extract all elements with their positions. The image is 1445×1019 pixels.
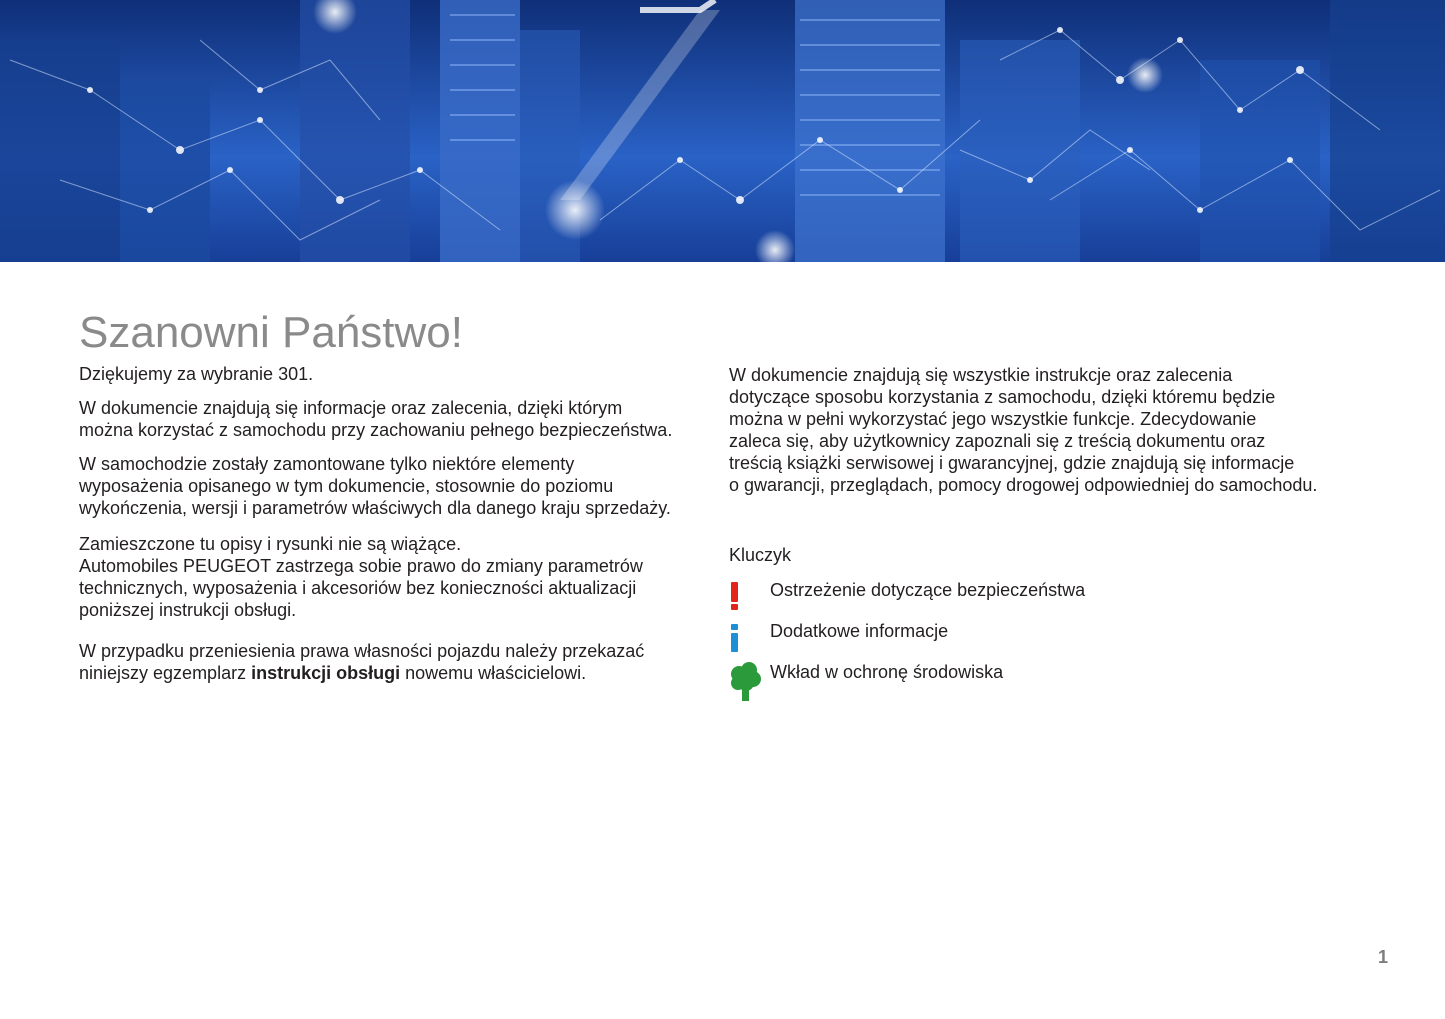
key-item-label: Wkład w ochronę środowiska xyxy=(770,662,1004,682)
intro-thanks: Dziękujemy za wybranie 301. xyxy=(79,364,314,384)
page-title: Szanowni Państwo! xyxy=(79,308,463,357)
tree-icon xyxy=(729,661,763,701)
city-network-illustration xyxy=(0,0,1445,262)
equipment-paragraph: W samochodzie zostały zamontowane tylko niektóre elementy wyposażenia opisanego w tym dokumencie, stosownie do poziomu wykończenia, wersji i parametrów właściwych dla danego kraju sprzedaży. xyxy=(79,454,671,518)
document-contents-paragraph: W dokumencie znajdują się wszystkie instrukcje oraz zalecenia dotyczące sposobu korzystania z samochodu, dzięki któremu będzie można w pełni wykorzystać jego wszystkie funkcje. Zdecydowanie zaleca się, aby użytkownicy zapoznali się z treścią dokumentu oraz treścią książki serwisowej i gwarancyjnej, gdzie znajdują się informacje o gwarancji, przeglądach, pomocy drogowej odpowiedniej do samochodu. xyxy=(729,365,1318,495)
key-item-info xyxy=(729,620,1329,654)
key-item-warning xyxy=(729,579,1329,613)
ownership-text-start: W przypadku przeniesienia prawa własności pojazdu należy przekazać niniejszy egzemplarz xyxy=(79,641,645,683)
disclaimer-paragraph: Zamieszczone tu opisy i rysunki nie są wiążące. Automobiles PEUGEOT zastrzega sobie prawo do zmiany parametrów technicznych, wyposażenia i akcesoriów bez konieczności aktualizacji poniższej instrukcji obsługi. xyxy=(79,534,643,620)
key-item-label: Ostrzeżenie dotyczące bezpieczeństwa xyxy=(770,580,1086,600)
info-icon xyxy=(729,620,763,654)
intro-safety-paragraph: W dokumencie znajdują się informacje oraz zalecenia, dzięki którym można korzystać z samochodu przy zachowaniu pełnego bezpieczeństwa. xyxy=(79,398,673,440)
key-item-label: Dodatkowe informacje xyxy=(770,621,949,641)
key-heading: Kluczyk xyxy=(729,545,792,565)
ownership-text-bold: instrukcji obsługi xyxy=(251,663,401,683)
header-banner-image xyxy=(0,0,1445,262)
page-number: 1 xyxy=(1378,947,1389,967)
ownership-transfer-paragraph xyxy=(79,640,699,684)
exclamation-icon xyxy=(729,579,763,613)
key-item-environment xyxy=(729,661,1329,695)
ownership-text-end: nowemu właścicielowi. xyxy=(400,663,587,683)
